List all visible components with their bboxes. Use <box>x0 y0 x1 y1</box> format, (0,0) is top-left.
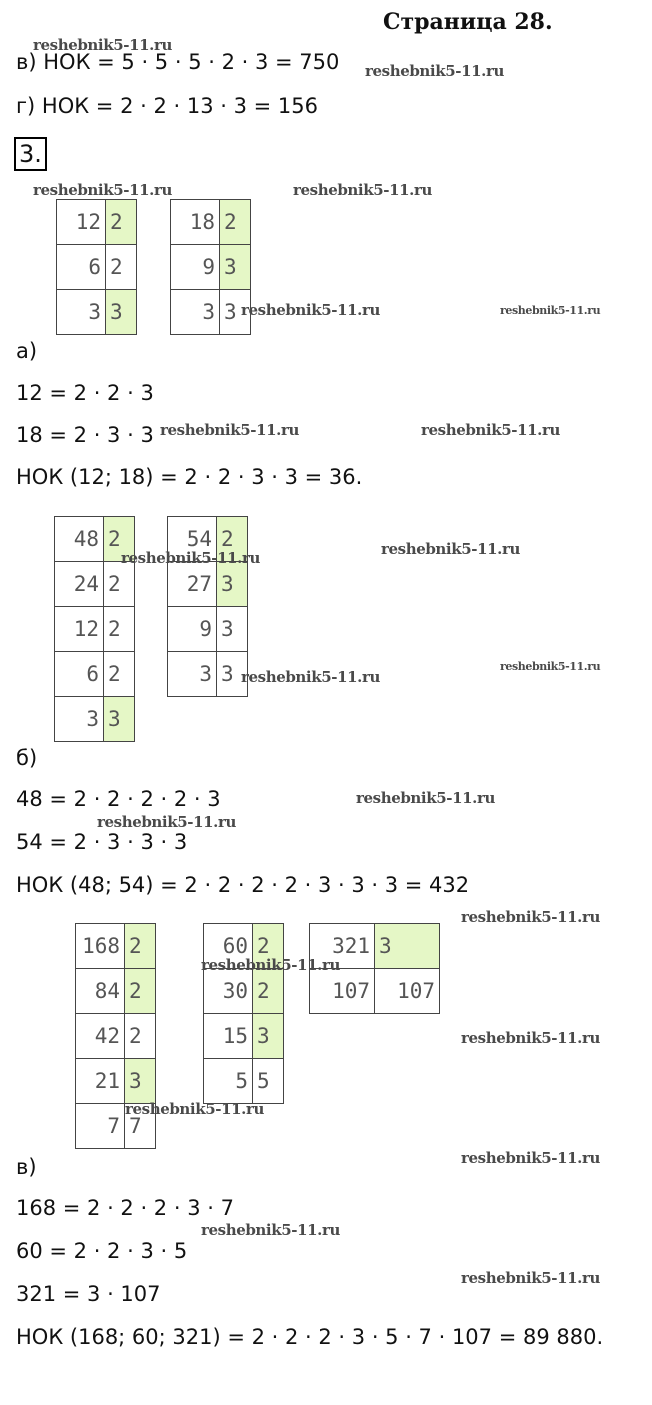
table-cell: 2 <box>217 517 248 562</box>
table-cell: 3 <box>106 290 137 335</box>
watermark: reshebnik5-11.ru <box>461 1269 600 1287</box>
watermark: reshebnik5-11.ru <box>97 813 236 831</box>
table-cell: 2 <box>125 969 156 1014</box>
table-cell: 9 <box>168 607 217 652</box>
factorization-12: 12 = 2 · 2 · 3 <box>16 381 154 405</box>
table-cell: 3 <box>217 562 248 607</box>
table-row <box>76 969 156 1014</box>
factorization-48: 48 = 2 · 2 · 2 · 2 · 3 <box>16 787 221 811</box>
watermark: reshebnik5-11.ru <box>461 908 600 926</box>
table-cell: 3 <box>171 290 220 335</box>
table-row <box>204 1014 284 1059</box>
task-number: 3. <box>14 137 47 171</box>
table-cell: 24 <box>55 562 104 607</box>
factorization-60: 60 = 2 · 2 · 3 · 5 <box>16 1239 188 1263</box>
table-row <box>168 652 248 697</box>
table-cell: 5 <box>204 1059 253 1104</box>
table-cell: 3 <box>253 1014 284 1059</box>
table-cell: 15 <box>204 1014 253 1059</box>
table-cell: 7 <box>125 1104 156 1149</box>
table-cell: 3 <box>125 1059 156 1104</box>
part-label-c: в) <box>16 1155 37 1179</box>
table-cell: 9 <box>171 245 220 290</box>
table-cell: 2 <box>104 562 135 607</box>
table-row <box>55 562 135 607</box>
answer-line-v: в) НОК = 5 · 5 · 5 · 2 · 3 = 750 <box>16 50 340 74</box>
table-cell: 18 <box>171 200 220 245</box>
watermark: reshebnik5-11.ru <box>365 62 504 80</box>
table-cell: 27 <box>168 562 217 607</box>
factorization-18: 18 = 2 · 3 · 3 <box>16 423 154 447</box>
table-cell: 12 <box>55 607 104 652</box>
factorization-168: 168 = 2 · 2 · 2 · 3 · 7 <box>16 1196 234 1220</box>
page-title: Страница 28. <box>383 9 553 35</box>
table-cell: 3 <box>168 652 217 697</box>
table-cell: 2 <box>104 652 135 697</box>
table-cell: 3 <box>217 607 248 652</box>
lcm-result-b: НОК (48; 54) = 2 · 2 · 2 · 2 · 3 · 3 · 3 = 432 <box>16 873 470 897</box>
watermark: reshebnik5-11.ru <box>461 1149 600 1167</box>
table-cell: 48 <box>55 517 104 562</box>
table-cell: 2 <box>106 245 137 290</box>
part-label-a: а) <box>16 339 38 363</box>
watermark: reshebnik5-11.ru <box>241 301 380 319</box>
table-row <box>204 1059 284 1104</box>
table-cell: 6 <box>55 652 104 697</box>
table-cell: 3 <box>57 290 106 335</box>
factorization-321: 321 = 3 · 107 <box>16 1282 161 1306</box>
factor-table-12 <box>56 199 137 335</box>
lcm-result-a: НОК (12; 18) = 2 · 2 · 3 · 3 = 36. <box>16 465 363 489</box>
table-cell: 6 <box>57 245 106 290</box>
factor-table-18 <box>170 199 251 335</box>
table-cell: 2 <box>106 200 137 245</box>
table-cell: 3 <box>217 652 248 697</box>
watermark: reshebnik5-11.ru <box>500 660 601 673</box>
table-cell: 2 <box>253 969 284 1014</box>
table-row <box>171 245 251 290</box>
table-cell: 3 <box>220 290 251 335</box>
watermark: reshebnik5-11.ru <box>33 36 172 54</box>
table-cell: 2 <box>220 200 251 245</box>
answer-line-g: г) НОК = 2 · 2 · 13 · 3 = 156 <box>16 94 318 118</box>
watermark: reshebnik5-11.ru <box>500 304 601 317</box>
table-row <box>204 969 284 1014</box>
watermark: reshebnik5-11.ru <box>121 549 260 567</box>
table-cell: 30 <box>204 969 253 1014</box>
table-row <box>76 924 156 969</box>
table-cell: 3 <box>375 924 440 969</box>
table-cell: 5 <box>253 1059 284 1104</box>
table-row <box>57 290 137 335</box>
watermark: reshebnik5-11.ru <box>160 421 299 439</box>
factor-table-60 <box>203 923 284 1104</box>
table-cell: 84 <box>76 969 125 1014</box>
table-cell: 3 <box>104 697 135 742</box>
table-row <box>57 200 137 245</box>
table-cell: 2 <box>125 924 156 969</box>
factorization-54: 54 = 2 · 3 · 3 · 3 <box>16 830 188 854</box>
table-cell: 3 <box>55 697 104 742</box>
table-row <box>55 697 135 742</box>
table-cell: 54 <box>168 517 217 562</box>
table-cell: 168 <box>76 924 125 969</box>
watermark: reshebnik5-11.ru <box>201 1221 340 1239</box>
table-row <box>76 1014 156 1059</box>
table-cell: 2 <box>125 1014 156 1059</box>
table-row <box>57 245 137 290</box>
table-cell: 7 <box>76 1104 125 1149</box>
watermark: reshebnik5-11.ru <box>461 1029 600 1047</box>
watermark: reshebnik5-11.ru <box>293 181 432 199</box>
table-row <box>55 652 135 697</box>
table-row <box>310 969 440 1014</box>
table-row <box>171 200 251 245</box>
table-cell: 107 <box>375 969 440 1014</box>
table-cell: 107 <box>310 969 375 1014</box>
table-row <box>171 290 251 335</box>
table-cell: 2 <box>104 607 135 652</box>
part-label-b: б) <box>16 746 38 770</box>
watermark: reshebnik5-11.ru <box>125 1100 264 1118</box>
table-cell: 60 <box>204 924 253 969</box>
table-cell: 3 <box>220 245 251 290</box>
table-row <box>76 1059 156 1104</box>
watermark: reshebnik5-11.ru <box>241 668 380 686</box>
table-cell: 42 <box>76 1014 125 1059</box>
table-row <box>168 562 248 607</box>
table-cell: 2 <box>253 924 284 969</box>
table-row <box>55 607 135 652</box>
table-cell: 321 <box>310 924 375 969</box>
watermark: reshebnik5-11.ru <box>201 956 340 974</box>
watermark: reshebnik5-11.ru <box>33 181 172 199</box>
watermark: reshebnik5-11.ru <box>356 789 495 807</box>
table-row <box>168 607 248 652</box>
watermark: reshebnik5-11.ru <box>421 421 560 439</box>
lcm-result-c: НОК (168; 60; 321) = 2 · 2 · 2 · 3 · 5 · 7 · 107 = 89 880. <box>16 1325 604 1349</box>
factor-table-54 <box>167 516 248 697</box>
watermark: reshebnik5-11.ru <box>381 540 520 558</box>
table-cell: 2 <box>104 517 135 562</box>
table-cell: 21 <box>76 1059 125 1104</box>
table-cell: 12 <box>57 200 106 245</box>
